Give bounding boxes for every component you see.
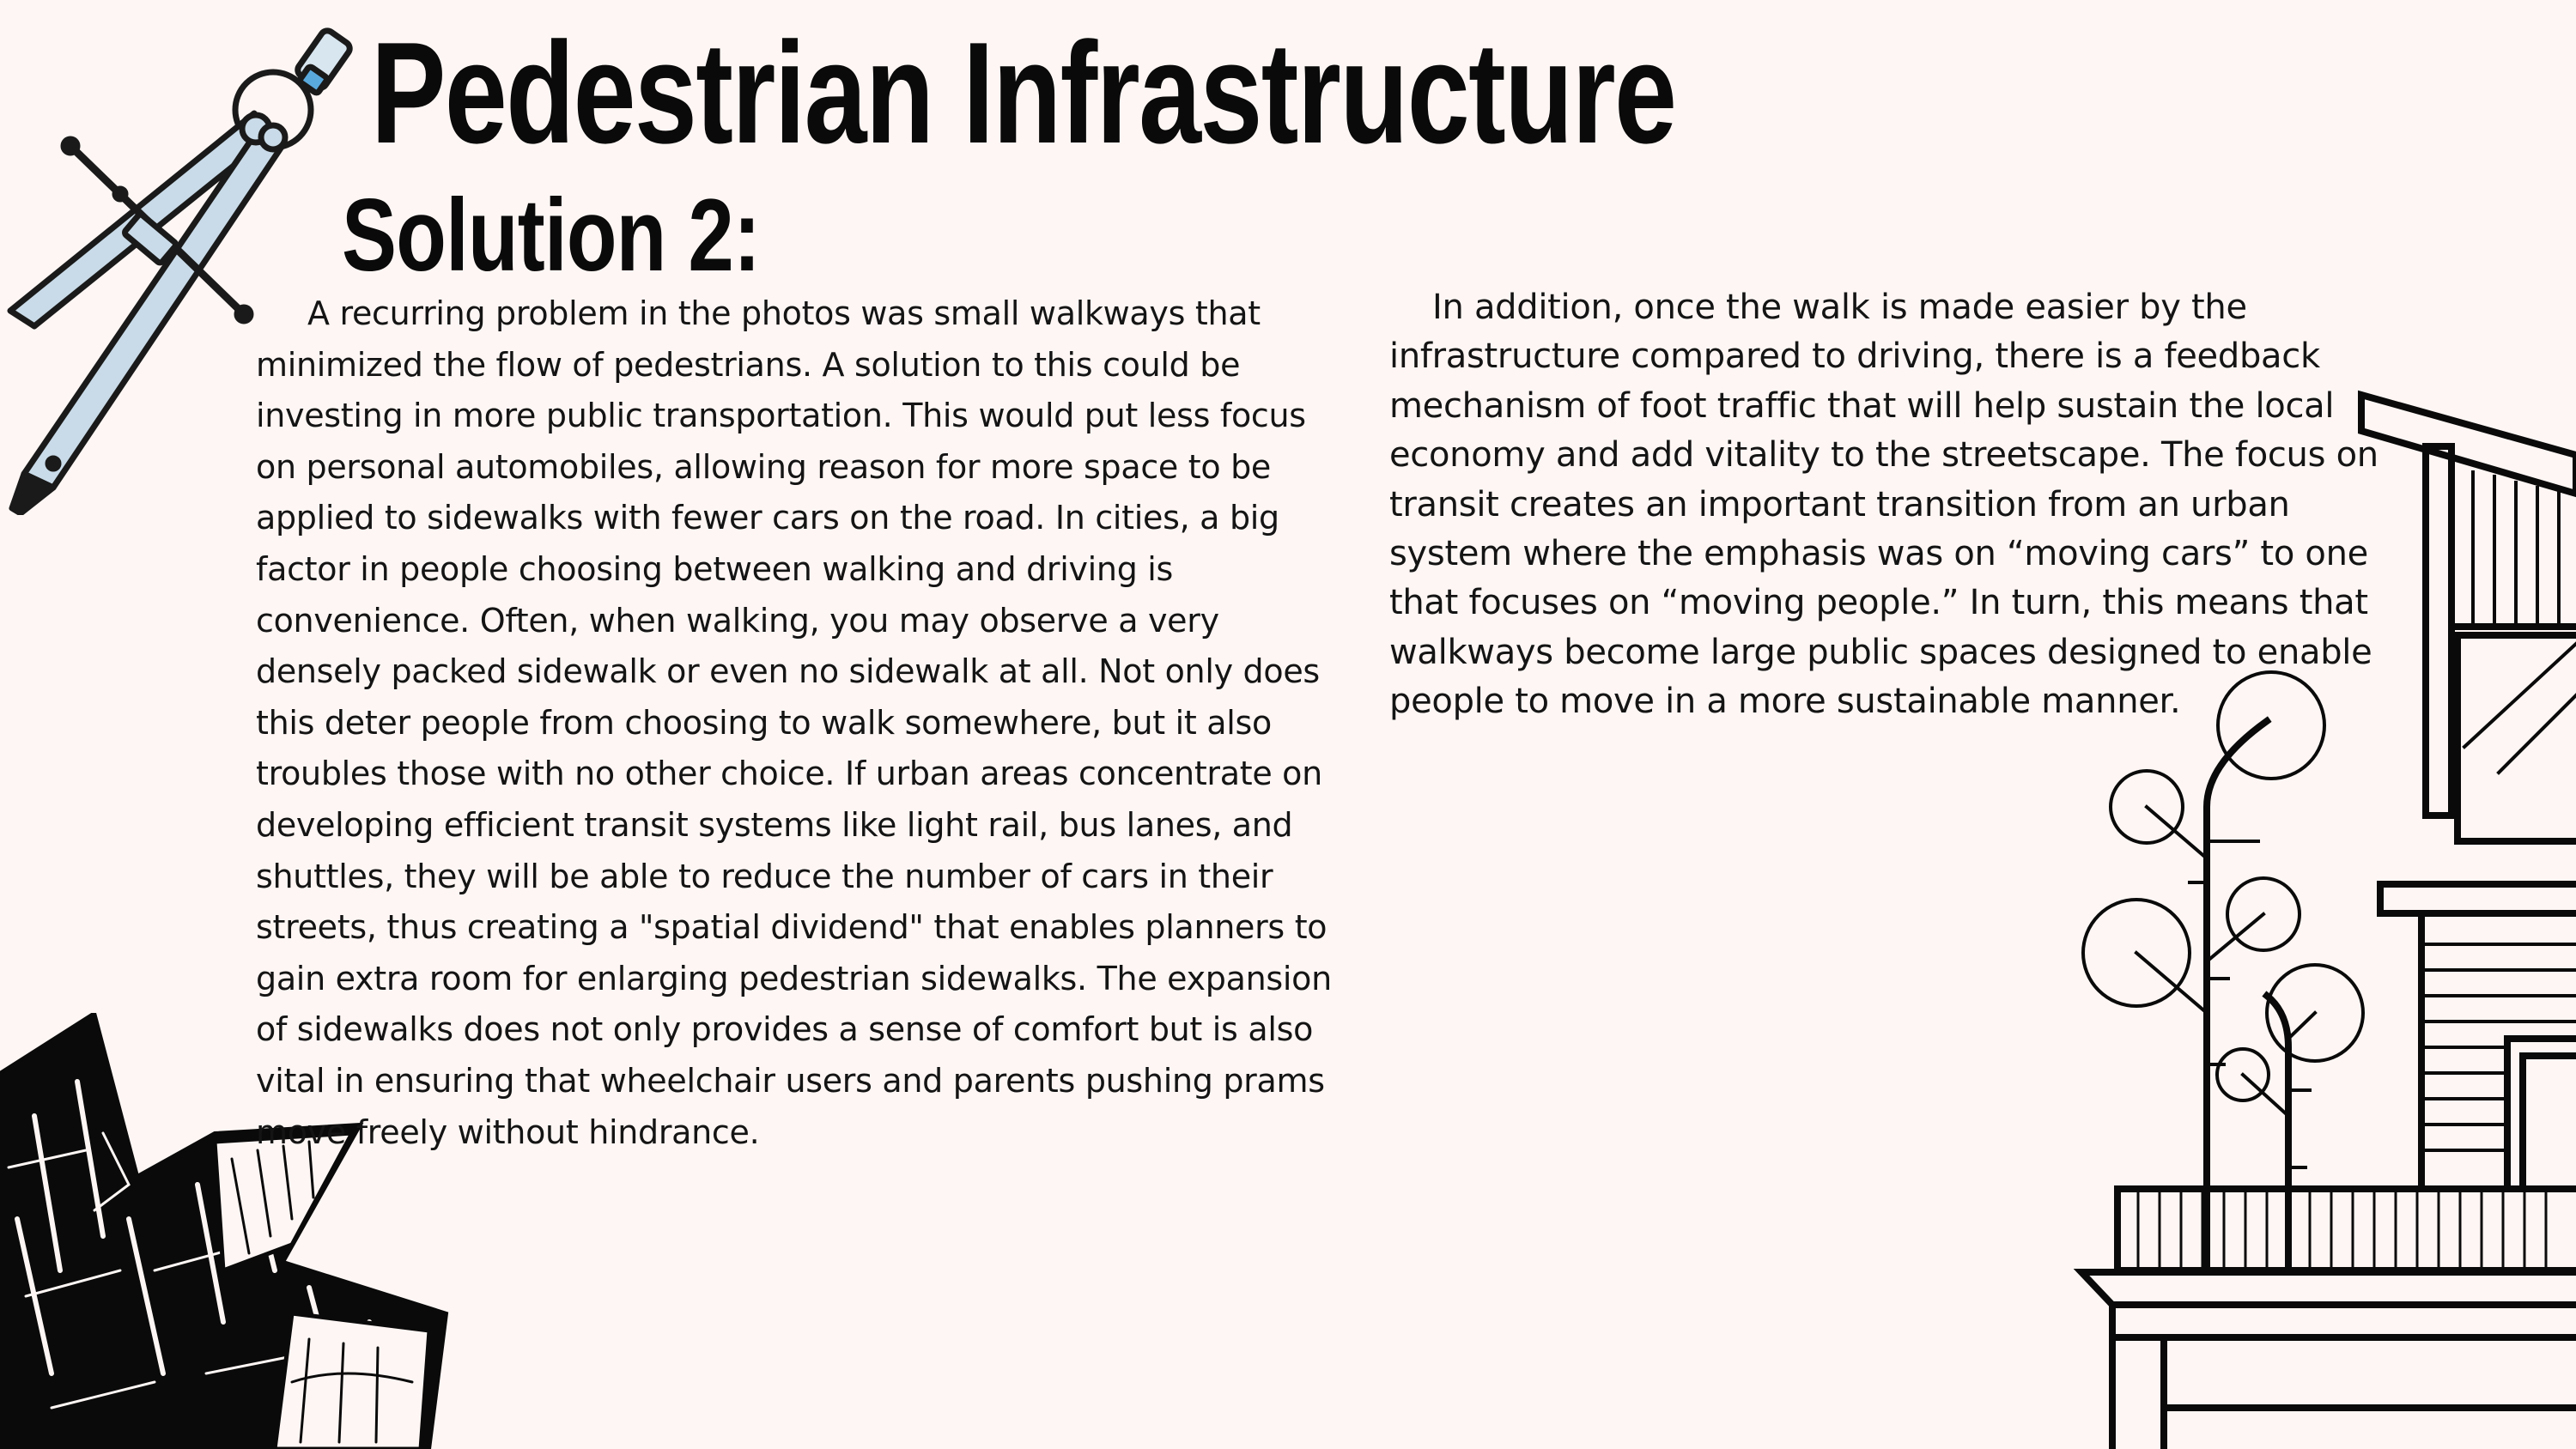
paragraph-right: In addition, once the walk is made easier by the infrastructure compared to driving, there is a feedback mechanism of foot traffic that will help sustain the local economy and add vitality to the streetscape. The focus on transit creates an important transition from an urban system where the emphasis was on “moving cars” to one that focuses on “moving people.” In turn, this means that walkways become large public spaces designed to enable people to move in a more sustainable manner. <box>1389 288 2379 722</box>
page-title: Pedestrian Infrastructure <box>371 12 1676 173</box>
paragraph-left: A recurring problem in the photos was small walkways that minimized the flow of pedestrians. A solution to this could be investing in more public transportation. This would put less focus on personal automobiles, allowing reason for more space to be applied to sidewalks with fewer cars on the road. In cities, a big factor in people choosing between walking and driving is convenience. Often, when walking, you may observe a very densely packed sidewalk or even no sidewalk at all. Not only does this deter people from choosing to walk somewhere, but it also troubles those with no other choice. If urban areas concentrate on developing efficient transit systems like light rail, bus lanes, and shuttles, they will be able to reduce the number of cars in their streets, thus creating a "spatial dividend" that enables planners to gain extra room for enlarging pedestrian sidewalks. The expansion of sidewalks does not only provides a sense of comfort but is also vital in ensuring that wheelchair users and parents pushing prams move freely without hindrance. <box>256 294 1332 1151</box>
section-subtitle: Solution 2: <box>342 178 761 293</box>
